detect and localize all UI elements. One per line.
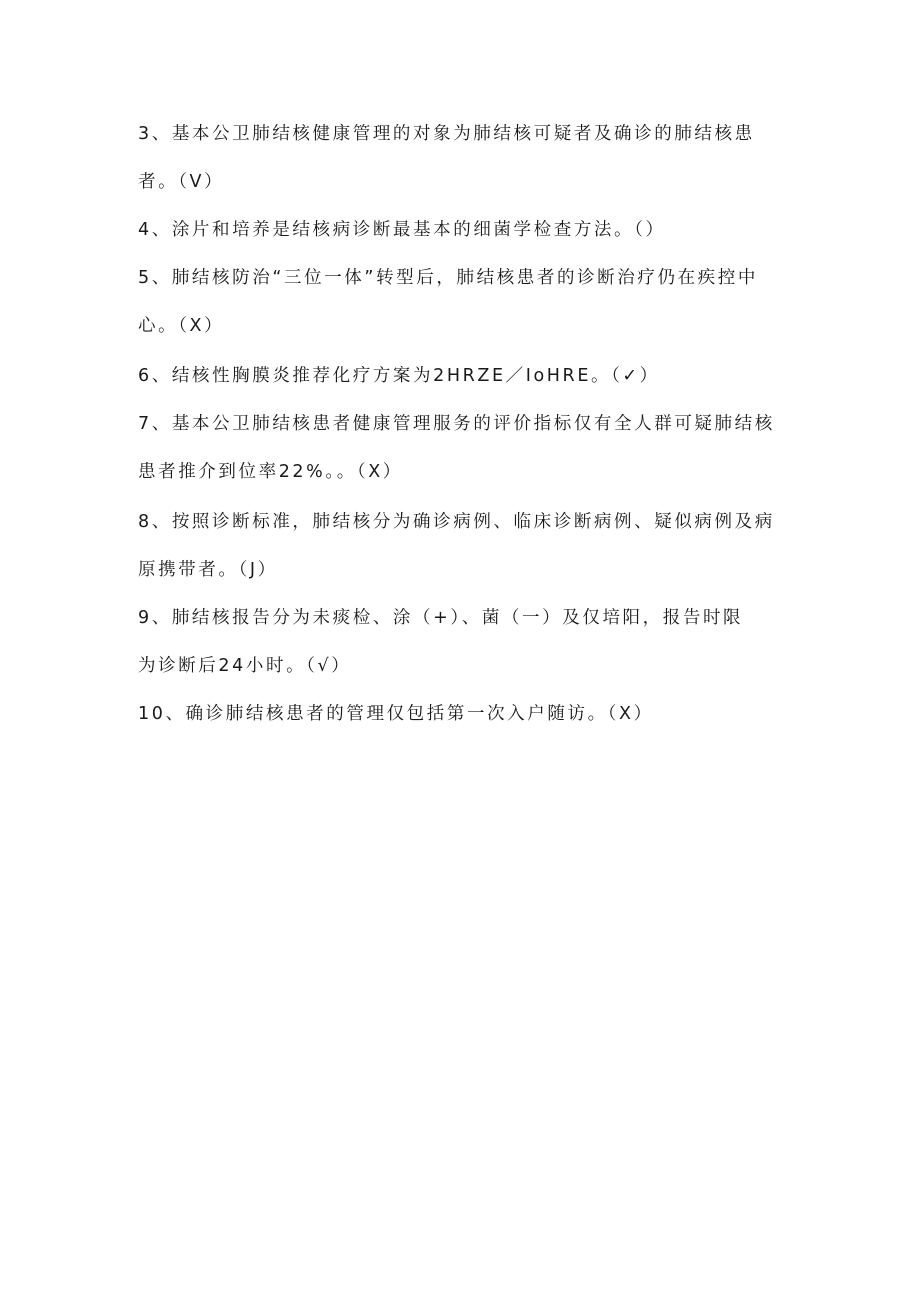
item-3-line-1: 3、基本公卫肺结核健康管理的对象为肺结核可疑者及确诊的肺结核患 [138,124,755,144]
item-5-line-2: 心。（X） [138,316,225,336]
item-4-line: 4、涂片和培养是结核病诊断最基本的细菌学检查方法。（） [138,220,666,240]
item-8-line-1: 8、按照诊断标准，肺结核分为确诊病例、临床诊断病例、疑似病例及病 [138,512,775,532]
item-9-line-1: 9、肺结核报告分为未痰检、涂（+）、菌（一）及仅培阳，报告时限 [138,608,744,628]
item-5-line-1: 5、肺结核防治“三位一体”转型后，肺结核患者的诊断治疗仍在疾控中 [138,268,758,288]
item-10-line: 10、确诊肺结核患者的管理仅包括第一次入户随访。（X） [138,704,654,724]
item-8-line-2: 原携带者。（J） [138,560,278,580]
item-6-line: 6、结核性胸膜炎推荐化疗方案为2HRZE／IoHRE。（✓） [138,366,660,386]
item-7-line-2: 患者推介到位率22%。。（X） [138,462,403,482]
item-7-line-1: 7、基本公卫肺结核患者健康管理服务的评价指标仅有全人群可疑肺结核 [138,414,775,434]
item-3-line-2: 者。（V） [138,172,225,192]
item-9-line-2: 为诊断后24小时。（√） [138,656,352,676]
